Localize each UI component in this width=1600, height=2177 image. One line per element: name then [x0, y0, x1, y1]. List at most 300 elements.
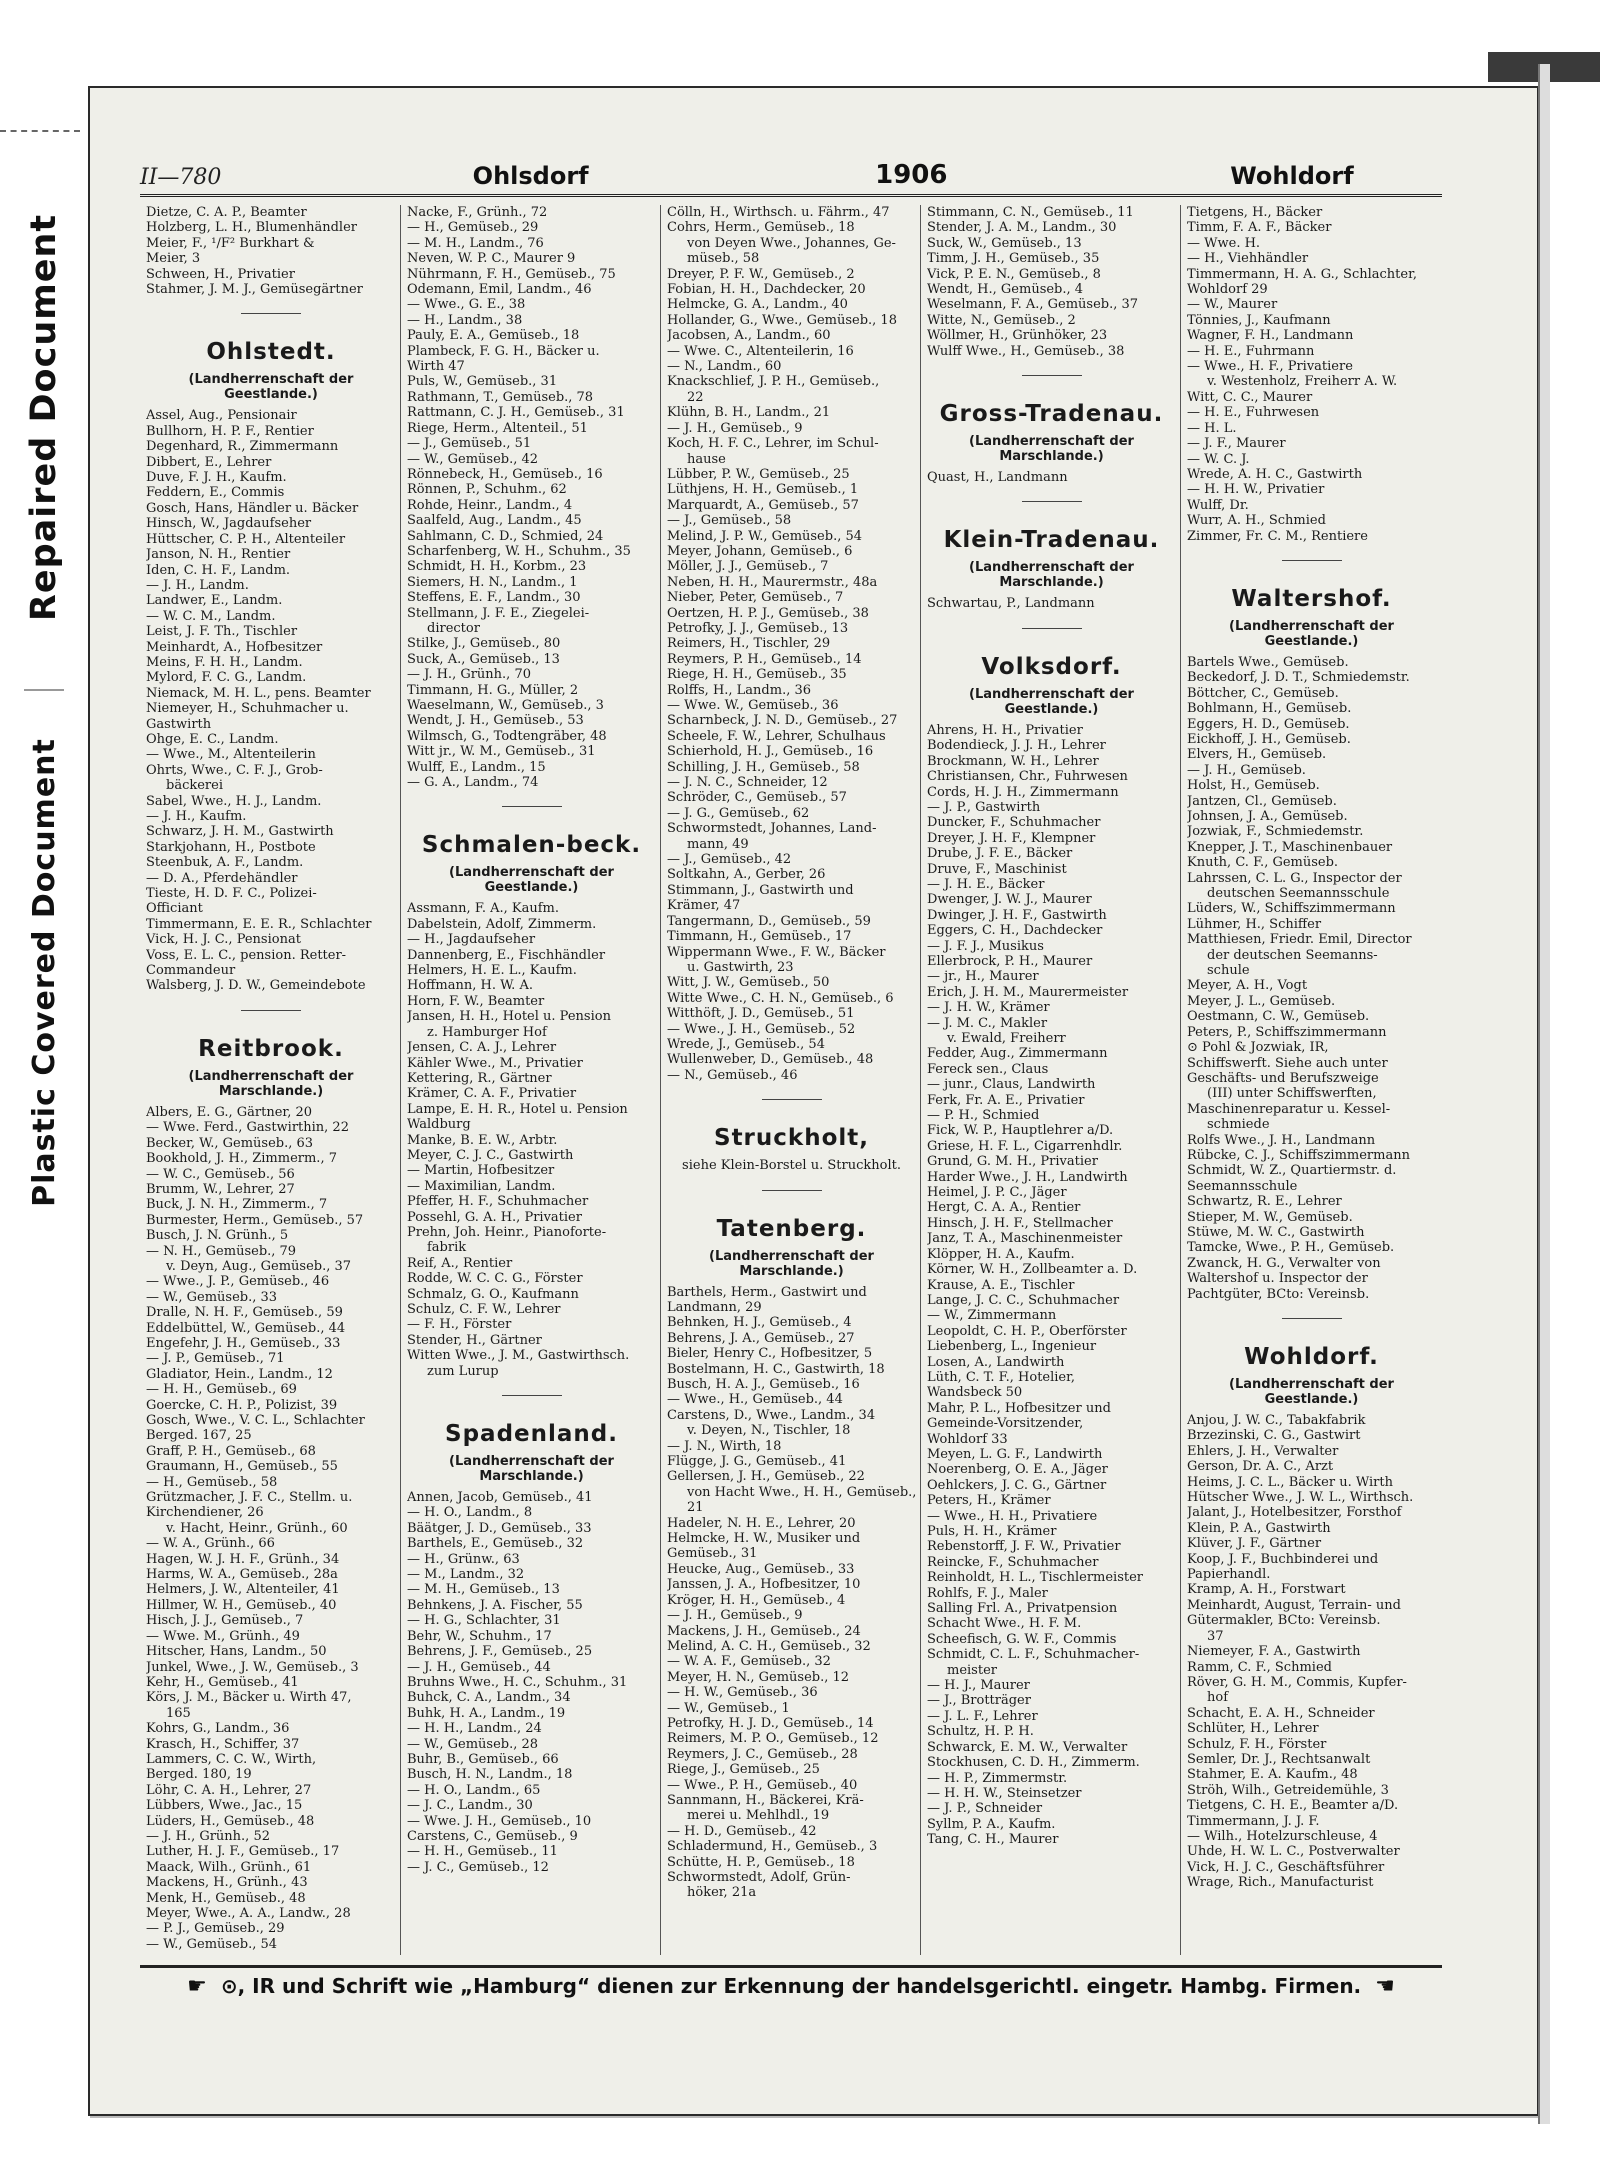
directory-entry: Oestmann, C. W., Gemüseb.	[1187, 1009, 1370, 1025]
directory-entry: Vick, H. J. C., Geschäftsführer	[1187, 1859, 1385, 1875]
directory-entry: Duve, F. J. H., Kaufm.	[146, 470, 287, 486]
directory-entry: Niemeyer, H., Schuhmacher u.	[146, 701, 349, 717]
directory-entry: — Wwe. W., Gemüseb., 36	[667, 698, 839, 713]
directory-entry: Hagen, W. J. H. F., Grünh., 34	[146, 1551, 340, 1567]
directory-entry: Gemüseb., 31	[667, 1546, 758, 1562]
directory-entry: Meyer, J. L., Gemüseb.	[1187, 993, 1336, 1009]
directory-entry: Wendt, J. H., Gemüseb., 53	[407, 713, 584, 729]
directory-entry: Schacht Wwe., H. F. M.	[927, 1616, 1082, 1632]
directory-entry: (III) unter Schiffswerften,	[1207, 1086, 1377, 1102]
directory-entry: Busch, H. N., Landm., 18	[407, 1767, 573, 1783]
repaired-document-label: Repaired Document	[24, 213, 64, 622]
directory-entry: — H. W., Gemüseb., 36	[667, 1685, 818, 1701]
directory-entry: Bookhold, J. H., Zimmerm., 7	[146, 1151, 337, 1167]
page-edge	[1538, 64, 1550, 2124]
directory-entry: — J. H., Landm.	[146, 577, 249, 593]
directory-entry: Behnken, H. J., Gemüseb., 4	[667, 1315, 852, 1331]
directory-entry: Witte, N., Gemüseb., 2	[927, 312, 1076, 328]
directory-entry: Klüver, J. F., Gärtner	[1187, 1536, 1322, 1552]
directory-entry: Bruhns Wwe., H. C., Schuhm., 31	[407, 1674, 628, 1690]
directory-entry: — H., Landm., 38	[407, 312, 523, 328]
section-rule	[1022, 628, 1082, 629]
directory-entry: Iden, C. H. F., Landm.	[146, 562, 291, 578]
directory-entry: — D. A., Pferdehändler	[146, 870, 298, 886]
directory-entry: Buhck, C. A., Landm., 34	[407, 1690, 571, 1706]
directory-entry: Gastwirth	[146, 716, 212, 732]
header-right-place: Wohldorf	[1230, 162, 1354, 190]
directory-entry: Schwarck, E. M. W., Verwalter	[927, 1739, 1128, 1755]
directory-entry: Rebenstorff, J. F. W., Privatier	[927, 1539, 1121, 1555]
directory-entry: — W., Zimmermann	[927, 1308, 1057, 1324]
directory-entry: Kähler Wwe., M., Privatier	[407, 1055, 583, 1071]
header-left-place: Ohlsdorf	[472, 162, 589, 190]
section-rule	[241, 1010, 301, 1011]
directory-entry: — H. E., Fuhrmann	[1187, 343, 1315, 359]
directory-entry: — W., Maurer	[1187, 297, 1278, 313]
directory-entry: Mahr, P. L., Hofbesitzer und	[927, 1400, 1111, 1416]
directory-entry: — J. H. E., Bäcker	[927, 876, 1045, 892]
directory-entry: Lahrssen, C. L. G., Inspector der	[1187, 870, 1402, 886]
directory-entry: — Wwe., G. E., 38	[407, 297, 526, 313]
directory-entry: Peters, H., Krämer	[927, 1493, 1051, 1509]
directory-entry: Schladermund, H., Gemüseb., 3	[667, 1839, 878, 1855]
section-rule	[1022, 375, 1082, 376]
directory-entry: — P. J., Gemüseb., 29	[146, 1921, 285, 1937]
directory-entry: Reymers, P. H., Gemüseb., 14	[667, 651, 862, 667]
directory-entry: Krasch, H., Schiffer, 37	[146, 1736, 300, 1752]
directory-entry: Ohge, E. C., Landm.	[146, 731, 279, 747]
directory-entry: Stahmer, E. A. Kaufm., 48	[1187, 1767, 1358, 1783]
directory-entry: Cohrs, Herm., Gemüseb., 18	[667, 220, 855, 236]
directory-entry: Buck, J. N. H., Zimmerm., 7	[146, 1197, 328, 1213]
directory-entry: Ströh, Wilh., Getreidemühle, 3	[1187, 1782, 1389, 1798]
directory-entry: — H., Grünw., 63	[407, 1551, 520, 1567]
directory-entry: Niemack, M. H. L., pens. Beamter	[146, 685, 371, 701]
directory-entry: Bullhorn, H. P. F., Rentier	[146, 423, 314, 439]
pointing-hand-icon: ☛	[187, 1973, 207, 1999]
directory-entry: Quast, H., Landmann	[927, 470, 1068, 486]
directory-entry: Wurr, A. H., Schmied	[1187, 513, 1326, 529]
directory-entry: Syllm, P. A., Kaufm.	[927, 1816, 1056, 1832]
directory-entry: Menk, H., Gemüseb., 48	[146, 1890, 306, 1906]
directory-entry: Gerson, Dr. A. C., Arzt	[1187, 1459, 1334, 1475]
directory-entry: — H. G., Schlachter, 31	[407, 1613, 561, 1629]
directory-entry: Ferk, Fr. A. E., Privatier	[927, 1092, 1085, 1108]
directory-entry: — J. C., Landm., 30	[407, 1798, 533, 1814]
directory-entry: Schwarz, J. H. M., Gastwirth	[146, 824, 334, 840]
directory-entry: — N., Gemüseb., 46	[667, 1067, 798, 1083]
directory-entry: Reincke, F., Schuhmacher	[927, 1554, 1099, 1570]
directory-entry: Gosch, Wwe., V. C. L., Schlachter	[146, 1413, 365, 1428]
directory-entry: Busch, J. N. Grünh., 5	[146, 1228, 289, 1244]
directory-entry: — J. P., Gastwirth	[927, 799, 1041, 815]
directory-entry: — J. H., Gemüseb.	[1187, 762, 1306, 778]
directory-entry: Puls, W., Gemüseb., 31	[407, 374, 558, 390]
directory-entry: director	[427, 620, 480, 636]
directory-entry: Tamcke, Wwe., P. H., Gemüseb.	[1187, 1240, 1395, 1256]
directory-entry: Klein, P. A., Gastwirth	[1187, 1520, 1331, 1536]
directory-entry: — P. H., Schmied	[927, 1108, 1040, 1124]
section-subtitle: (Landherrenschaft der Geestlande.)	[1229, 618, 1394, 649]
directory-entry: Geschäfts- und Berufszweige	[1187, 1070, 1379, 1086]
directory-entry: Carstens, C., Gemüseb., 9	[407, 1828, 578, 1844]
directory-entry: Stockhusen, C. D. H., Zimmerm.	[927, 1755, 1140, 1771]
directory-entry: Krämer, 47	[667, 898, 741, 914]
directory-entry: — H., Jagdaufseher	[407, 932, 536, 948]
directory-entry: müseb., 58	[687, 251, 760, 267]
column-3	[660, 205, 920, 1955]
directory-entry: — G. A., Landm., 74	[407, 775, 539, 791]
directory-entry: Hitscher, Hans, Landm., 50	[146, 1644, 327, 1660]
column-5	[1180, 205, 1440, 1955]
directory-entry: Koop, J. F., Buchbinderei und	[1187, 1551, 1379, 1567]
directory-entry: — Wwe. H.	[1187, 235, 1261, 251]
directory-entry: Stender, J. A. M., Landm., 30	[927, 220, 1117, 236]
directory-entry: Assel, Aug., Pensionair	[146, 408, 297, 424]
directory-entry: Janssen, J. A., Hofbesitzer, 10	[667, 1577, 861, 1593]
directory-entry: Rübcke, C. J., Schiffszimmermann	[1187, 1147, 1410, 1163]
directory-entry: Puls, H. H., Krämer	[927, 1524, 1057, 1539]
directory-entry: Suck, A., Gemüseb., 13	[407, 651, 560, 667]
directory-entry: Niemeyer, F. A., Gastwirth	[1187, 1644, 1361, 1660]
directory-entry: Jozwiak, F., Schmiedemstr.	[1187, 824, 1364, 840]
section-title: Struckholt,	[714, 1125, 869, 1152]
directory-entry: Meins, F. H. H., Landm.	[146, 654, 303, 670]
directory-entry: Rodde, W. C. C. G., Förster	[407, 1271, 583, 1287]
directory-entry: Possehl, G. A. H., Privatier	[407, 1209, 582, 1225]
directory-entry: Jalant, J., Hotelbesitzer, Forsthof	[1187, 1505, 1402, 1521]
header-year: 1906	[875, 160, 948, 190]
directory-entry: Schacht, E. A. H., Schneider	[1187, 1705, 1375, 1721]
directory-entry: — M. H., Landm., 76	[407, 235, 544, 251]
directory-entry: Zimmer, Fr. C. M., Rentiere	[1187, 528, 1368, 544]
directory-entry: Wohldorf 29	[1187, 282, 1268, 298]
directory-entry: Vick, H. J. C., Pensionat	[146, 932, 301, 948]
section-rule	[502, 806, 562, 807]
section-title: Volksdorf.	[981, 653, 1122, 680]
directory-entry: Timmermann, H. A. G., Schlachter,	[1187, 266, 1418, 282]
directory-entry: Krämer, C. A. F., Privatier	[407, 1086, 577, 1102]
directory-entry: Commandeur	[146, 963, 236, 979]
directory-entry: Jensen, C. A. J., Lehrer	[407, 1040, 557, 1056]
directory-entry: — Wwe. J. H., Gemüseb., 10	[407, 1813, 592, 1829]
directory-entry: Stellmann, J. F. E., Ziegelei-	[407, 605, 590, 621]
directory-entry: — Wwe., M., Altenteilerin	[146, 747, 316, 763]
directory-entry: Holst, H., Gemüseb.	[1187, 778, 1320, 794]
directory-entry: Feddern, E., Commis	[146, 485, 285, 501]
directory-entry: — J., Gemüseb., 58	[667, 513, 792, 529]
section-subtitle: (Landherrenschaft der Marschlande.)	[969, 560, 1134, 591]
directory-entry: Timm, F. A. F., Bäcker	[1187, 220, 1332, 236]
directory-entry: Jansen, H. H., Hotel u. Pension	[407, 1009, 611, 1025]
directory-entry: — J., Brotträger	[927, 1693, 1031, 1709]
directory-entry: Seemannsschule	[1187, 1178, 1298, 1194]
directory-entry: Kettering, R., Gärtner	[407, 1070, 552, 1086]
directory-entry: Witt jr., W. M., Gemüseb., 31	[407, 744, 596, 760]
directory-entry: Hüttscher, C. P. H., Altenteiler	[146, 531, 346, 547]
directory-entry: Dreyer, P. F. W., Gemüseb., 2	[667, 266, 855, 282]
directory-entry: Meyer, H. N., Gemüseb., 12	[667, 1669, 850, 1685]
directory-entry: deutschen Seemannsschule	[1207, 886, 1390, 902]
directory-entry: Reif, A., Rentier	[407, 1255, 513, 1271]
directory-entry: Maack, Wilh., Grünh., 61	[146, 1859, 312, 1875]
directory-entry: Reinholdt, H. L., Tischlermeister	[927, 1570, 1144, 1586]
directory-entry: Wohldorf 33	[927, 1431, 1008, 1447]
directory-entry: Pachtgüter, BCto: Vereinsb.	[1187, 1286, 1370, 1302]
column-2	[400, 205, 660, 1955]
directory-entry: Ohrts, Wwe., C. F. J., Grob-	[146, 762, 323, 778]
directory-entry: Meyer, Johann, Gemüseb., 6	[667, 543, 853, 559]
directory-entry: Noerenberg, O. E. A., Jäger	[927, 1462, 1108, 1478]
directory-entry: Assmann, F. A., Kaufm.	[407, 901, 559, 917]
directory-entry: Schween, H., Privatier	[146, 266, 295, 282]
directory-entry: Meier, F., ¹/F² Burkhart &	[146, 235, 315, 251]
directory-entry: Hinsch, W., Jagdaufseher	[146, 516, 312, 532]
directory-entry: Duncker, F., Schuhmacher	[927, 815, 1101, 831]
directory-entry: v. Hacht, Heinr., Grünh., 60	[166, 1520, 348, 1536]
directory-entry: Böttcher, C., Gemüseb.	[1187, 685, 1339, 701]
directory-entry: Meinhardt, A., Hofbesitzer	[146, 639, 323, 655]
directory-entry: Krause, A. E., Tischler	[927, 1277, 1075, 1293]
directory-entry: hause	[687, 451, 726, 467]
directory-entry: Matthiesen, Friedr. Emil, Director	[1187, 932, 1412, 948]
section-subtitle: (Landherrenschaft der Marschlande.)	[449, 1454, 614, 1485]
directory-entry: Stimmann, C. N., Gemüseb., 11	[927, 205, 1134, 220]
directory-entry: Horn, F. W., Beamter	[407, 993, 545, 1009]
directory-entry: Helmers, H. E. L., Kaufm.	[407, 963, 577, 979]
directory-entry: Schwormstedt, Johannes, Land-	[667, 821, 877, 837]
directory-entry: Scheele, F. W., Lehrer, Schulhaus	[667, 728, 886, 744]
directory-entry: Zwanck, H. G., Verwalter von	[1187, 1255, 1381, 1271]
directory-entry: schule	[1207, 963, 1250, 979]
directory-entry: — W., Gemüseb., 42	[407, 451, 539, 467]
directory-entry: Wulff Wwe., H., Gemüseb., 38	[927, 343, 1125, 359]
section-title: Reitbrook.	[198, 1035, 344, 1062]
directory-entry: Wulff, E., Landm., 15	[407, 759, 546, 775]
directory-entry: Schmidt, C. L. F., Schuhmacher-	[927, 1647, 1140, 1663]
directory-entry: — Wwe. C., Altenteilerin, 16	[667, 343, 854, 359]
directory-entry: Hütscher Wwe., J. W. L., Wirthsch.	[1187, 1490, 1414, 1506]
directory-entry: Steenbuk, A. F., Landm.	[146, 855, 304, 871]
directory-entry: Lübbers, Wwe., Jac., 15	[146, 1798, 303, 1814]
section-subtitle: (Landherrenschaft der Geestlande.)	[449, 865, 614, 896]
directory-entry: — N. H., Gemüseb., 79	[146, 1243, 297, 1259]
directory-entry: Wrage, Rich., Manufacturist	[1187, 1875, 1374, 1891]
directory-entry: Lüders, H., Gemüseb., 48	[146, 1813, 315, 1829]
directory-entry: Bohlmann, H., Gemüseb.	[1187, 701, 1352, 717]
side-labels	[18, 160, 70, 1240]
directory-entry: Gemeinde-Vorsitzender,	[927, 1416, 1084, 1432]
directory-entry: Papierhandl.	[1187, 1567, 1271, 1583]
directory-entry: — J. L. F., Lehrer	[927, 1708, 1038, 1724]
directory-entry: Janz, T. A., Maschinenmeister	[927, 1231, 1123, 1247]
directory-entry: Landwer, E., Landm.	[146, 593, 283, 609]
directory-entry: Ellerbrock, P. H., Maurer	[927, 953, 1093, 969]
directory-entry: Wulff, Dr.	[1187, 497, 1249, 513]
section-rule	[762, 1099, 822, 1100]
directory-entry: — H., Viehhändler	[1187, 251, 1309, 267]
directory-entry: Eggers, C. H., Dachdecker	[927, 923, 1103, 939]
section-title: Gross-Tradenau.	[939, 401, 1164, 428]
directory-entry: — H. O., Landm., 65	[407, 1782, 541, 1798]
directory-entry: Holzberg, L. H., Blumenhändler	[146, 220, 357, 236]
directory-entry: Rattmann, C. J. H., Gemüseb., 31	[407, 405, 625, 421]
directory-entry: — W., Gemüseb., 28	[407, 1736, 539, 1752]
directory-entry: Vick, P. E. N., Gemüseb., 8	[927, 266, 1101, 282]
directory-entry: Rolfs Wwe., J. H., Landmann	[1187, 1132, 1376, 1148]
directory-entry: Wippermann Wwe., F. W., Bäcker	[667, 944, 886, 960]
directory-entry: Koch, H. F. C., Lehrer, im Schul-	[667, 436, 879, 452]
directory-entry: Stieper, M. W., Gemüseb.	[1187, 1209, 1353, 1225]
directory-entry: Starkjohann, H., Postbote	[146, 839, 316, 855]
directory-entry: Dreyer, J. H. F., Klempner	[927, 830, 1096, 846]
directory-entry: Scharfenberg, W. H., Schuhm., 35	[407, 543, 631, 559]
directory-entry: — Wwe., P. H., Gemüseb., 40	[667, 1777, 858, 1793]
directory-entry: Hinsch, J. H. F., Stellmacher	[927, 1215, 1113, 1231]
directory-entry: Saalfeld, Aug., Landm., 45	[407, 513, 582, 529]
directory-entry: Timmermann, E. E. R., Schlachter	[146, 916, 372, 932]
section-title: Wohldorf.	[1244, 1344, 1379, 1370]
section-rule	[502, 1395, 562, 1396]
directory-entry: Sannmann, H., Bäckerei, Krä-	[667, 1792, 864, 1808]
directory-entry: Graff, P. H., Gemüseb., 68	[146, 1443, 316, 1459]
directory-entry: — jr., H., Maurer	[927, 969, 1039, 985]
directory-entry: Körner, W. H., Zollbeamter a. D.	[927, 1262, 1138, 1278]
directory-entry: Ehlers, J. H., Verwalter	[1187, 1443, 1339, 1459]
directory-entry: Lübber, P. W., Gemüseb., 25	[667, 466, 850, 482]
directory-entry: meister	[947, 1662, 997, 1678]
directory-entry: Schwartz, R. E., Lehrer	[1187, 1194, 1342, 1210]
directory-entry: — J. G., Gemüseb., 62	[667, 805, 810, 821]
directory-entry: — J. P., Gemüseb., 71	[146, 1351, 285, 1367]
directory-entry: — W., Gemüseb., 54	[146, 1936, 278, 1952]
directory-entry: Lüth, C. T. F., Hotelier,	[927, 1369, 1076, 1385]
directory-entry: Buhk, H. A., Landm., 19	[407, 1705, 566, 1721]
directory-entry: Stender, H., Gärtner	[407, 1332, 542, 1348]
directory-entry: Cölln, H., Wirthsch. u. Fährm., 47	[667, 205, 890, 220]
directory-entry: v. Westenholz, Freiherr A. W.	[1207, 374, 1398, 390]
directory-entry: Lüthjens, H. H., Gemüseb., 1	[667, 482, 859, 498]
directory-entry: Timmann, H. G., Müller, 2	[407, 682, 579, 698]
directory-entry: Fedder, Aug., Zimmermann	[927, 1046, 1108, 1062]
directory-entry: von Deyen Wwe., Johannes, Ge-	[687, 235, 896, 251]
directory-entry: Busch, H. A. J., Gemüseb., 16	[667, 1377, 860, 1392]
section-subtitle: (Landherrenschaft der Marschlande.)	[188, 1068, 354, 1099]
directory-entry: Eickhoff, J. H., Gemüseb.	[1187, 731, 1351, 747]
directory-entry: Gellersen, J. H., Gemüseb., 22	[667, 1469, 865, 1485]
directory-entry: Nacke, F., Grünh., 72	[407, 205, 548, 220]
directory-entry: Wrede, J., Gemüseb., 54	[667, 1036, 825, 1052]
directory-entry: hof	[1207, 1690, 1229, 1706]
directory-entry: 22	[687, 389, 704, 405]
directory-entry: Drube, J. F. E., Bäcker	[927, 846, 1073, 862]
directory-entry: Druve, F., Maschinist	[927, 861, 1067, 877]
directory-entry: schmiede	[1207, 1117, 1270, 1133]
directory-entry: Griese, H. F. L., Cigarrenhdlr.	[927, 1138, 1123, 1154]
directory-entry: Mackens, H., Grünh., 43	[146, 1875, 308, 1891]
directory-entry: Wrede, A. H. C., Gastwirth	[1187, 466, 1363, 482]
directory-entry: Riege, H. H., Gemüseb., 35	[667, 667, 847, 683]
directory-entry: Stilke, J., Gemüseb., 80	[407, 636, 561, 652]
directory-entry: Bäätger, J. D., Gemüseb., 33	[407, 1520, 592, 1536]
directory-entry: Schmidt, H. H., Korbm., 23	[407, 559, 587, 575]
directory-entry: Degenhard, R., Zimmermann	[146, 439, 339, 455]
directory-entry: Grund, G. M. H., Privatier	[927, 1154, 1098, 1170]
cut-line	[0, 130, 80, 132]
directory-entry: Hisch, J. J., Gemüseb., 7	[146, 1613, 304, 1629]
directory-entry: Hollander, G., Wwe., Gemüseb., 18	[667, 312, 897, 328]
directory-entry: Erich, J. H. M., Maurermeister	[927, 984, 1129, 1000]
directory-entry: Barthels, Herm., Gastwirt und	[667, 1284, 867, 1300]
directory-entry: Möller, J. J., Gemüseb., 7	[667, 559, 829, 575]
directory-entry: Melind, J. P. W., Gemüseb., 54	[667, 528, 863, 544]
directory-entry: Witthöft, J. D., Gemüseb., 51	[667, 1006, 855, 1022]
directory-entry: Bodendieck, J. J. H., Lehrer	[927, 738, 1106, 754]
directory-entry: Wandsbeck 50	[927, 1385, 1023, 1401]
directory-entry: Luther, H. J. F., Gemüseb., 17	[146, 1844, 340, 1860]
directory-entry: Odemann, Emil, Landm., 46	[407, 282, 592, 298]
directory-entry: — H. L.	[1187, 420, 1237, 436]
section-title: Waltershof.	[1231, 585, 1392, 612]
directory-entry: Brumm, W., Lehrer, 27	[146, 1181, 295, 1197]
section-title: Schmalen-beck.	[421, 832, 642, 859]
page-header	[140, 150, 1442, 197]
directory-entry: Stahmer, J. M. J., Gemüsegärtner	[146, 282, 363, 298]
directory-entry: u. Gastwirth, 23	[687, 959, 794, 975]
directory-entry: Tieste, H. D. F. C., Polizei-	[146, 886, 317, 902]
directory-entry: Barthels, E., Gemüseb., 32	[407, 1536, 584, 1552]
directory-entry: Mylord, F. C. G., Landm.	[146, 670, 307, 686]
directory-entry: Waldburg	[407, 1117, 471, 1133]
section-title: Tatenberg.	[716, 1215, 867, 1242]
directory-entry: von Hacht Wwe., H. H., Gemüseb.,	[687, 1484, 916, 1500]
directory-entry: Landmann, 29	[667, 1299, 762, 1315]
directory-entry: Manke, B. E. W., Arbtr.	[407, 1132, 558, 1148]
directory-entry: der deutschen Seemanns-	[1207, 947, 1378, 963]
directory-entry: Lammers, C. C. W., Wirth,	[146, 1751, 317, 1767]
directory-entry: Fobian, H. H., Dachdecker, 20	[667, 282, 866, 298]
directory-entry: — J., Gemüseb., 42	[667, 852, 792, 868]
directory-entry: Dwinger, J. H. F., Gastwirth	[927, 907, 1107, 923]
directory-entry: Dibbert, E., Lehrer	[146, 454, 272, 470]
directory-entry: Schröder, C., Gemüseb., 57	[667, 790, 847, 806]
directory-entry: 165	[166, 1705, 191, 1721]
directory-entry: Tangermann, D., Gemüseb., 59	[667, 913, 871, 929]
directory-entry: Graumann, H., Gemüseb., 55	[146, 1459, 338, 1475]
directory-entry: Heucke, Aug., Gemüseb., 33	[667, 1561, 855, 1577]
directory-entry: Dannenberg, E., Fischhändler	[407, 947, 606, 963]
directory-entry: Kramp, A. H., Forstwart	[1187, 1582, 1346, 1598]
directory-entry: — J., Gemüseb., 51	[407, 436, 532, 452]
directory-entry: Dabelstein, Adolf, Zimmerm.	[407, 916, 597, 932]
directory-entry: Weselmann, F. A., Gemüseb., 37	[927, 297, 1139, 313]
directory-entry: — H. D., Gemüseb., 42	[667, 1823, 817, 1839]
directory-entry: — H. H., Gemüseb., 69	[146, 1382, 297, 1398]
directory-entry: Ramm, C. F., Schmied	[1187, 1659, 1332, 1675]
directory-entry: Berged. 180, 19	[146, 1767, 252, 1783]
directory-entry: Buhr, B., Gemüseb., 66	[407, 1751, 559, 1767]
directory-entry: Elvers, H., Gemüseb.	[1187, 747, 1327, 763]
directory-entry: — W. C. M., Landm.	[146, 608, 276, 624]
directory-entry: — J. P., Schneider	[927, 1801, 1043, 1817]
directory-entry: Bostelmann, H. C., Gastwirth, 18	[667, 1361, 885, 1377]
directory-entry: Kirchendiener, 26	[146, 1505, 264, 1521]
directory-entry: Officiant	[146, 901, 203, 917]
directory-entry: Cords, H. J. H., Zimmermann	[927, 784, 1119, 800]
directory-entry: Schiffswerft. Siehe auch unter	[1187, 1055, 1388, 1071]
directory-entry: — H. H. W., Steinsetzer	[927, 1785, 1082, 1801]
directory-entry: Nieber, Peter, Gemüseb., 7	[667, 590, 844, 606]
